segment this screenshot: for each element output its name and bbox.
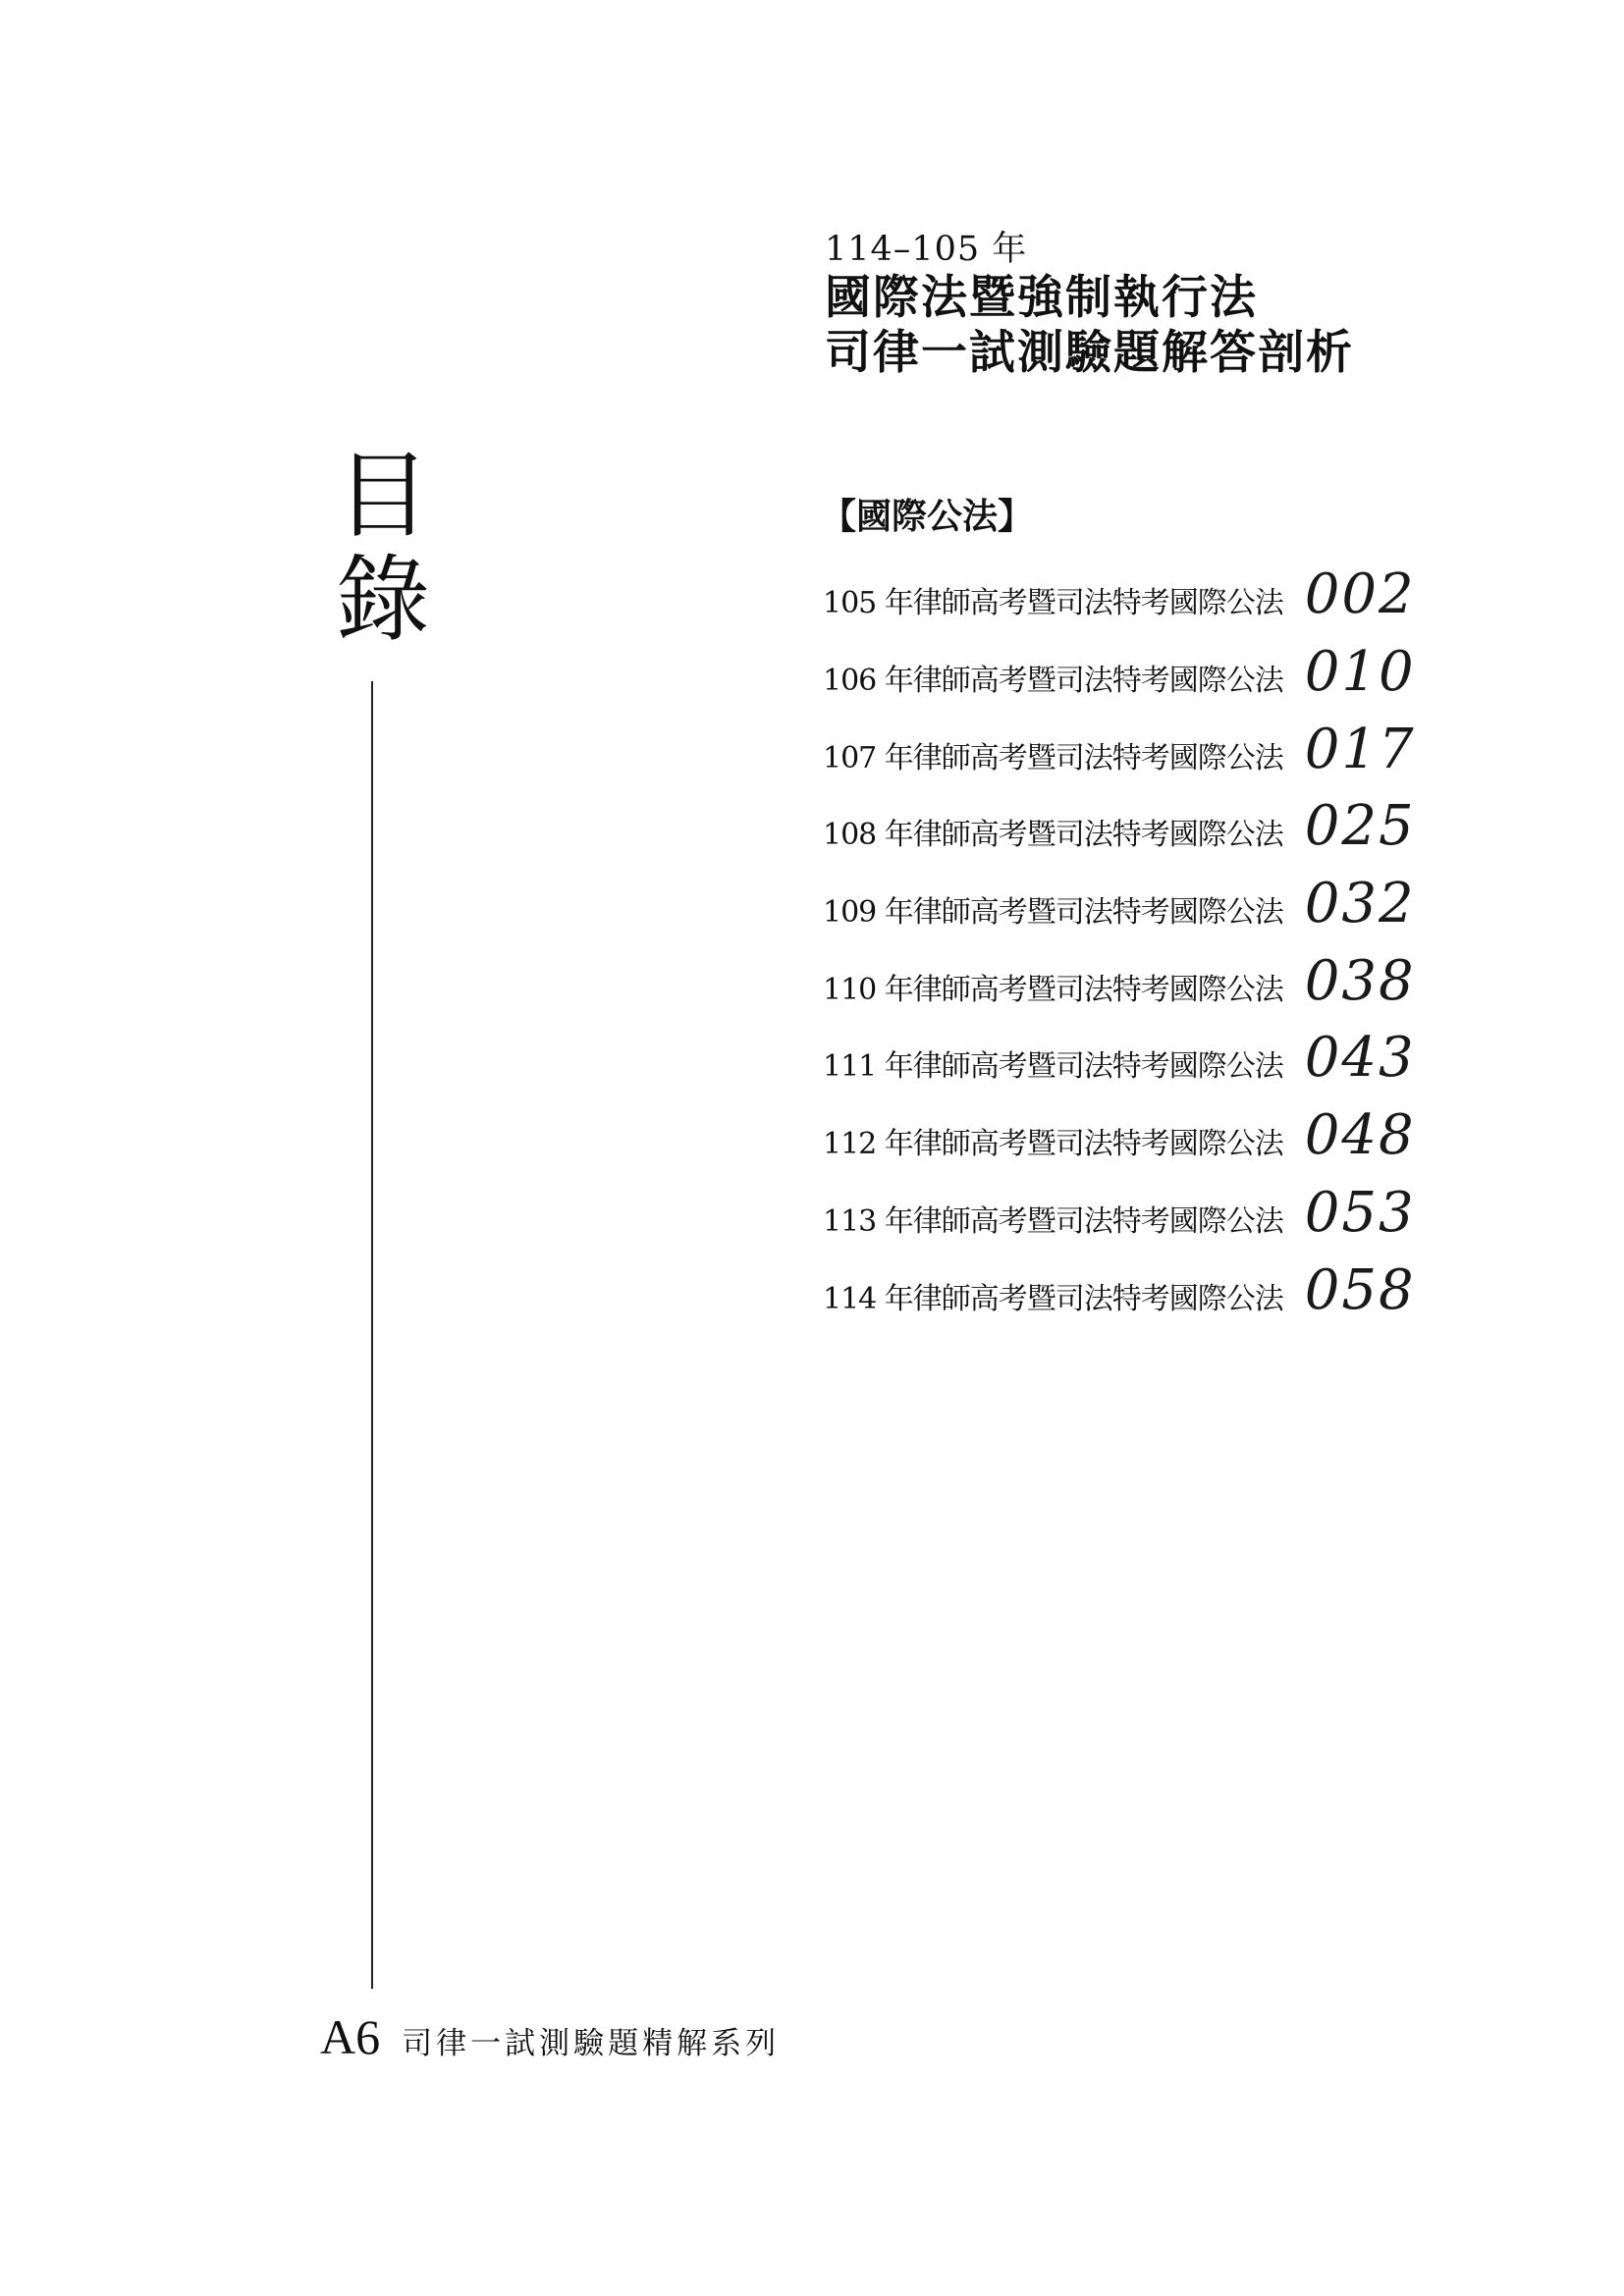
toc-entry-page: 025: [1304, 794, 1416, 859]
contents-title-char-2: 錄: [336, 545, 430, 655]
toc-entry-label: 106 年律師高考暨司法特考國際公法: [823, 664, 1283, 699]
series-name: 司律一試測驗題精解系列: [402, 2026, 781, 2061]
page-number: A6: [320, 2009, 381, 2064]
contents-title: [324, 441, 442, 655]
toc-entry-page: 032: [1304, 872, 1416, 936]
book-header: [825, 228, 1354, 381]
toc-entry-label: 113 年律師高考暨司法特考國際公法: [823, 1203, 1283, 1239]
toc-entry-page: 017: [1304, 717, 1416, 781]
toc-entry[interactable]: [823, 1026, 1471, 1106]
toc-entry-label: 114 年律師高考暨司法特考國際公法: [823, 1281, 1283, 1316]
section-heading: 【國際公法】: [821, 497, 1034, 537]
vertical-divider: [371, 681, 373, 1989]
toc-entry[interactable]: [823, 948, 1471, 1029]
toc-entry-page: 048: [1304, 1103, 1416, 1168]
toc-entry-label: 110 年律師高考暨司法特考國際公法: [823, 972, 1283, 1007]
toc-entry-label: 108 年律師高考暨司法特考國際公法: [823, 818, 1283, 853]
toc-entry-page: 010: [1304, 640, 1416, 705]
toc-entry[interactable]: [823, 640, 1471, 721]
toc-entry-page: 053: [1304, 1180, 1416, 1245]
year-range: 114–105 年: [825, 230, 1028, 269]
contents-title-char-1: 目: [336, 441, 430, 551]
toc-entry[interactable]: [823, 1257, 1471, 1338]
toc-list: [823, 562, 1471, 1338]
toc-entry-label: 112 年律師高考暨司法特考國際公法: [823, 1127, 1283, 1162]
toc-entry-label: 109 年律師高考暨司法特考國際公法: [823, 895, 1283, 931]
book-title-line-2: 司律一試測驗題解答剖析: [825, 326, 1354, 380]
toc-entry[interactable]: [823, 717, 1471, 797]
toc-entry[interactable]: [823, 562, 1471, 643]
toc-entry-label: 111 年律師高考暨司法特考國際公法: [823, 1049, 1283, 1085]
toc-entry[interactable]: [823, 1103, 1471, 1184]
toc-entry-label: 105 年律師高考暨司法特考國際公法: [823, 586, 1283, 621]
toc-entry[interactable]: [823, 794, 1471, 875]
toc-entry-page: 038: [1304, 948, 1416, 1013]
page-footer: [320, 2008, 780, 2065]
toc-entry-label: 107 年律師高考暨司法特考國際公法: [823, 740, 1283, 775]
toc-entry-page: 043: [1304, 1026, 1416, 1091]
toc-entry-page: 058: [1304, 1257, 1416, 1322]
toc-entry[interactable]: [823, 1180, 1471, 1261]
toc-entry-page: 002: [1304, 562, 1416, 627]
book-title-line-1: 國際法暨強制執行法: [825, 271, 1258, 325]
toc-entry[interactable]: [823, 872, 1471, 952]
